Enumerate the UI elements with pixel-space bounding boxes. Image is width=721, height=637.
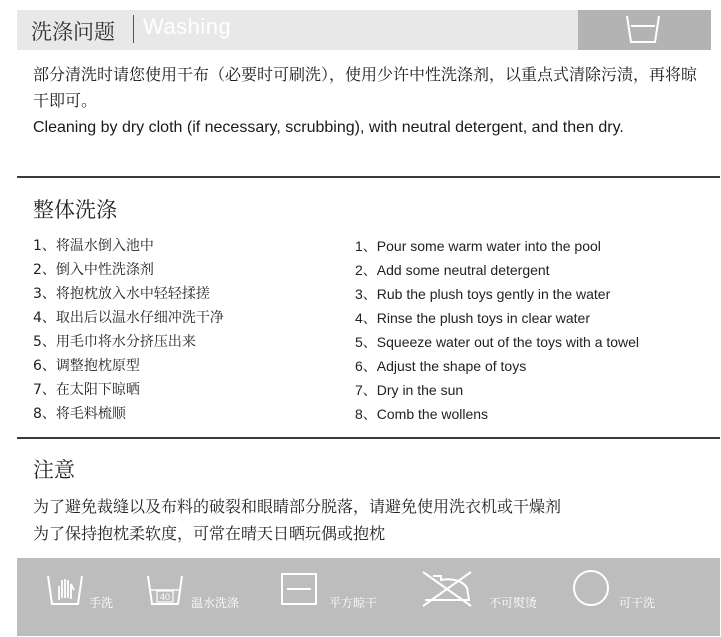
intro-zh: 部分清洗时请您使用干布（必要时可刷洗），使用少许中性洗涤剂，以重点式清除污渍，再将晾干即可。	[33, 65, 698, 110]
step-en: 7、Dry in the sun	[355, 382, 464, 398]
steps-list-zh	[33, 234, 333, 426]
notes-text	[33, 493, 561, 547]
step-zh: 4、取出后以温水仔细冲洗干净	[33, 310, 224, 326]
temperature-text: 40	[159, 592, 171, 602]
step-zh: 6、调整抱枕原型	[33, 358, 140, 374]
care-icons-bar	[17, 558, 720, 636]
intro-text	[33, 62, 703, 141]
wash-basin-icon	[625, 14, 661, 46]
note-line: 为了保持抱枕柔软度，可常在晴天日晒玩偶或抱枕	[33, 524, 386, 543]
care-label: 平方晾干	[329, 596, 378, 610]
step-en: 3、Rub the plush toys gently in the water	[355, 286, 611, 302]
notes-title: 注意	[33, 458, 75, 482]
care-label: 可干洗	[619, 596, 656, 610]
section-header	[17, 10, 711, 50]
flat-dry-icon	[279, 568, 319, 608]
step-en: 2、Add some neutral detergent	[355, 262, 550, 278]
header-icon-box	[578, 10, 711, 50]
divider	[17, 176, 720, 178]
overall-wash-title: 整体洗涤	[33, 198, 117, 222]
hand-wash-icon	[45, 568, 85, 608]
divider	[17, 437, 720, 439]
dry-clean-icon	[571, 568, 611, 608]
intro-en: Cleaning by dry cloth (if necessary, scrubbing), with neutral detergent, and then dry.	[33, 119, 624, 136]
care-label: 手洗	[89, 596, 114, 610]
step-en: 4、Rinse the plush toys in clear water	[355, 310, 590, 326]
step-zh: 7、在太阳下晾晒	[33, 382, 140, 398]
care-label: 温水洗涤	[191, 596, 240, 610]
step-zh: 8、将毛料梳顺	[33, 406, 126, 422]
header-title-zh: 洗涤问题	[31, 20, 115, 44]
step-en: 6、Adjust the shape of toys	[355, 358, 527, 374]
step-en: 5、Squeeze water out of the toys with a towel	[355, 334, 640, 350]
step-zh: 3、将抱枕放入水中轻轻揉搓	[33, 286, 210, 302]
header-separator	[133, 15, 134, 43]
warm-water-wash-icon	[145, 568, 185, 608]
note-line: 为了避免裁缝以及布料的破裂和眼睛部分脱落，请避免使用洗衣机或干燥剂	[33, 497, 562, 516]
no-iron-icon	[419, 568, 475, 608]
step-en: 8、Comb the wollens	[355, 406, 489, 422]
header-title-en: Washing	[143, 14, 232, 39]
step-en: 1、Pour some warm water into the pool	[355, 238, 601, 254]
care-label: 不可熨烫	[489, 596, 538, 610]
step-zh: 2、倒入中性洗涤剂	[33, 262, 154, 278]
step-zh: 5、用毛巾将水分挤压出来	[33, 334, 196, 350]
steps-list-en	[355, 234, 715, 426]
step-zh: 1、将温水倒入池中	[33, 238, 154, 254]
